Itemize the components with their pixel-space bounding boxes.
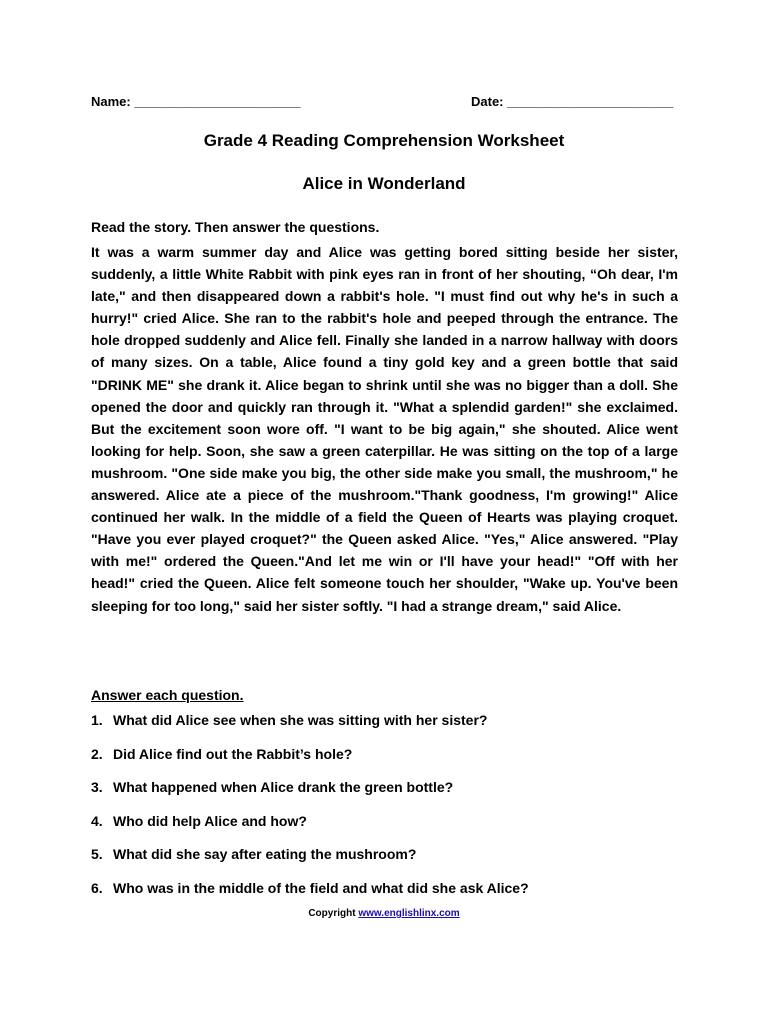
copyright-footer — [0, 908, 768, 919]
question-item — [91, 743, 691, 777]
question-item — [91, 843, 691, 877]
website-link[interactable]: www.englishlinx.com — [358, 908, 460, 919]
question-text: Did Alice find out the Rabbit’s hole? — [113, 745, 353, 762]
question-list — [91, 709, 691, 911]
instructions: Read the story. Then answer the questions. — [91, 219, 380, 235]
story-title: Alice in Wonderland — [302, 174, 466, 193]
question-number: 1. — [91, 712, 103, 728]
date-field: Date: _______________________ — [471, 94, 674, 109]
question-number: 3. — [91, 779, 103, 796]
question-number: 5. — [91, 846, 103, 863]
question-number: 2. — [91, 745, 103, 762]
story-text: It was a warm summer day and Alice was getting bored sitting beside her sister, suddenly, a little White Rabbit with pink eyes ran in front of her shouting, “Oh dear, I'm late," and then disappeared down a rabbit's hole. "I must find out why he's in such a hurry!" cried Alice. She ran to the rabbit's hole and peeped through the entrance. The hole dropped suddenly and Alice fell. Finally she landed in a narrow hallway with doors of many sizes. On a table, Alice found a tiny gold key and a green bottle that said "DRINK ME" she drank it. Alice began to shrink until she was no bigger than a doll. She opened the door and quickly ran through it. "What a splendid garden!" she exclaimed. But the excitement soon wore off. "I want to be big again," she shouted. Alice went looking for help. Soon, she saw a green caterpillar. He was sitting on the top of a large mushroom. "One side make you big, the other side make you small, the mushroom," he answered. Alice ate a piece of the mushroom."Thank goodness, I'm growing!" Alice continued her walk. In the middle of a field the Queen of Hearts was playing croquet. "Have you ever played croquet?" the Queen asked Alice. "Yes," Alice answered. "Play with me!" ordered the Queen."And let me win or I'll have your head!" "Off with her head!" cried the Queen. Alice felt someone touch her shoulder, "Wake up. You've been sleeping for too long," said her sister softly. "I had a strange dream," said Alice. — [91, 244, 678, 614]
question-text: What did Alice see when she was sitting with her sister? — [113, 712, 488, 728]
question-item — [91, 709, 691, 743]
copyright-label: Copyright — [308, 908, 356, 919]
name-field: Name: _______________________ — [91, 94, 301, 109]
question-text: What did she say after eating the mushroom? — [113, 846, 417, 863]
question-text: Who was in the middle of the field and what did she ask Alice? — [113, 879, 529, 896]
question-item — [91, 877, 691, 911]
worksheet-title: Grade 4 Reading Comprehension Worksheet — [203, 131, 565, 150]
question-item — [91, 810, 691, 844]
question-text: What happened when Alice drank the green bottle? — [113, 779, 454, 796]
answer-heading: Answer each question. — [91, 687, 244, 703]
question-number: 6. — [91, 879, 103, 896]
question-text: Who did help Alice and how? — [113, 812, 307, 829]
question-number: 4. — [91, 812, 103, 829]
question-item — [91, 776, 691, 810]
